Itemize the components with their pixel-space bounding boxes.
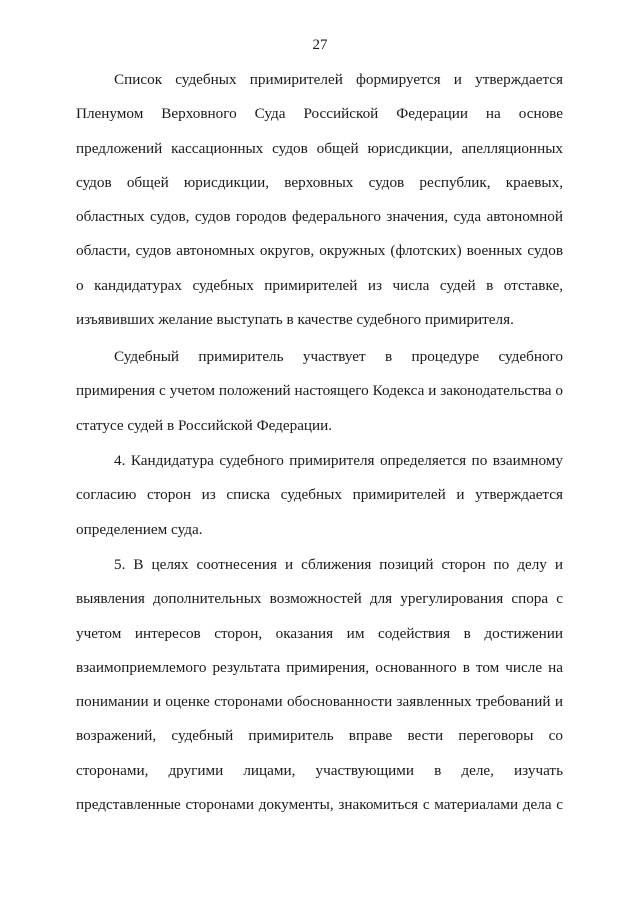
text-line: примирения с учетом положений настоящего Кодекса и законодательства о [76, 382, 563, 400]
text-line: взаимоприемлемого результата примирения, основанного в том числе на [76, 658, 563, 676]
text-line: выявления дополнительных возможностей для урегулирования спора с [76, 590, 563, 608]
text-line: учетом интересов сторон, оказания им содействия в достижении [76, 624, 563, 642]
text-line: Пленумом Верховного Суда Российской Федерации на основе [76, 105, 563, 123]
text-line: предложений кассационных судов общей юрисдикции, апелляционных [76, 139, 563, 157]
paragraph-1 [76, 63, 563, 337]
text-line: Список судебных примирителей формируется и утверждается [114, 71, 563, 88]
text-line: понимании и оценке сторонами обоснованности заявленных требований и [76, 693, 563, 711]
paragraph-4 [76, 548, 563, 822]
text-line: 5. В целях соотнесения и сближения позиций сторон по делу и [114, 556, 563, 573]
text-line: статусе судей в Российской Федерации. [76, 416, 333, 434]
text-line: Судебный примиритель участвует в процедуре судебного [114, 348, 563, 365]
paragraph-3 [76, 444, 563, 547]
text-line: согласию сторон из списка судебных примирителей и утверждается [76, 486, 563, 504]
text-line: области, судов автономных округов, окружных (флотских) военных судов [76, 242, 563, 260]
paragraph-2 [76, 340, 563, 443]
text-line: 4. Кандидатура судебного примирителя определяется по взаимному [114, 452, 563, 469]
text-line: возражений, судебный примиритель вправе вести переговоры со [76, 727, 563, 745]
page-number: 27 [312, 37, 328, 53]
text-line: представленные сторонами документы, знакомиться с материалами дела с [76, 796, 563, 814]
text-line: сторонами, другими лицами, участвующими в деле, изучать [76, 761, 563, 779]
text-line: судов общей юрисдикции, верховных судов республик, краевых, [76, 173, 563, 191]
text-line: областных судов, судов городов федерального значения, суда автономной [76, 208, 563, 226]
text-line: определением суда. [76, 520, 203, 538]
text-line: о кандидатурах судебных примирителей из числа судей в отставке, [76, 276, 563, 294]
text-line: изъявивших желание выступать в качестве судебного примирителя. [76, 311, 514, 329]
